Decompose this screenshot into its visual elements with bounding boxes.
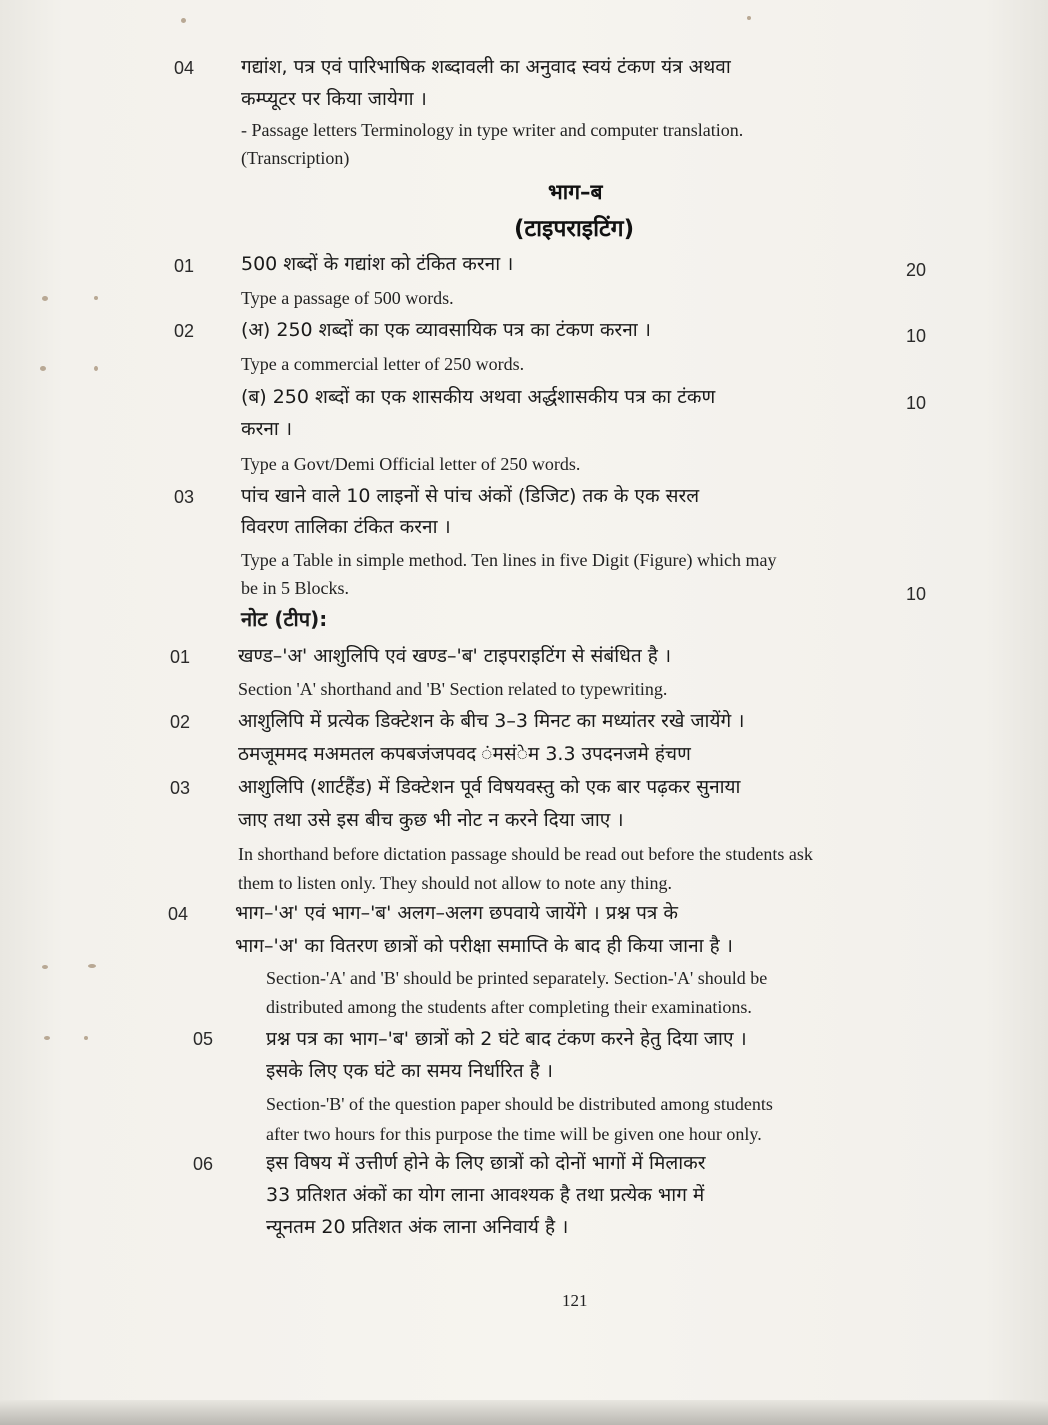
paper-speck — [747, 16, 751, 20]
english-line: Section-'A' and 'B' should be printed separately. Section-'A' should be — [266, 968, 768, 988]
hindi-line: गद्यांश, पत्र एवं पारिभाषिक शब्दावली का अनुवाद स्वयं टंकण यंत्र अथवा — [241, 56, 731, 78]
part-b-subtitle: (टाइपराइटिंग) — [514, 216, 635, 242]
english-line: Type a passage of 500 words. — [241, 288, 454, 308]
marks: 10 — [906, 393, 927, 413]
english-line: - Passage letters Terminology in type writer and computer translation. — [241, 120, 744, 140]
hindi-line: पांच खाने वाले 10 लाइनों से पांच अंकों (डिजिट) तक के एक सरल — [241, 485, 700, 507]
hindi-line: भाग–'अ' का वितरण छात्रों को परीक्षा समाप्ति के बाद ही किया जाना है । — [235, 935, 733, 957]
paper-speck — [42, 296, 48, 301]
english-line: (Transcription) — [241, 148, 350, 168]
note-number: 06 — [193, 1154, 214, 1174]
hindi-line: 33 प्रतिशत अंकों का योग लाना आवश्यक है तथा प्रत्येक भाग में — [266, 1184, 705, 1206]
note-number: 05 — [193, 1029, 214, 1049]
marks: 10 — [906, 326, 927, 346]
hindi-line: खण्ड–'अ' आशुलिपि एवं खण्ड–'ब' टाइपराइटिंग से संबंधित है । — [238, 645, 672, 667]
english-line: Type a commercial letter of 250 words. — [241, 354, 525, 374]
paper-speck — [88, 964, 96, 968]
paper-speck — [44, 1036, 50, 1040]
note-heading: नोट (टीप): — [241, 607, 328, 631]
hindi-line: (अ) 250 शब्दों का एक व्यावसायिक पत्र का टंकण करना । — [241, 319, 651, 341]
note-number: 03 — [170, 778, 191, 798]
hindi-line: इसके लिए एक घंटे का समय निर्धारित है । — [266, 1060, 553, 1082]
hindi-line: विवरण तालिका टंकित करना । — [241, 516, 451, 538]
hindi-line: करना । — [241, 418, 293, 440]
part-b-title: भाग–ब — [548, 180, 603, 204]
hindi-line: जाए तथा उसे इस बीच कुछ भी नोट न करने दिया जाए । — [238, 809, 624, 831]
page-number: 121 — [562, 1291, 588, 1310]
english-line: them to listen only. They should not allow to note any thing. — [238, 873, 672, 893]
hindi-line: कम्प्यूटर पर किया जायेगा । — [241, 88, 427, 110]
english-line: Type a Govt/Demi Official letter of 250 words. — [241, 454, 581, 474]
english-line: be in 5 Blocks. — [241, 578, 349, 598]
item-number: 03 — [174, 487, 195, 507]
paper-speck — [94, 296, 98, 300]
hindi-line: 500 शब्दों के गद्यांश को टंकित करना । — [241, 253, 514, 275]
page-bottom-edge — [0, 1400, 1048, 1425]
hindi-line: न्यूनतम 20 प्रतिशत अंक लाना अनिवार्य है । — [266, 1216, 569, 1238]
item-number: 02 — [174, 321, 195, 341]
item-number: 01 — [174, 256, 195, 276]
hindi-line: आशुलिपि (शार्टहैंड) में डिक्टेशन पूर्व विषयवस्तु को एक बार पढ़कर सुनाया — [238, 776, 741, 798]
note-number: 04 — [168, 904, 189, 924]
hindi-line: (ब) 250 शब्दों का एक शासकीय अथवा अर्द्धशासकीय पत्र का टंकण — [241, 386, 716, 408]
english-line: after two hours for this purpose the time will be given one hour only. — [266, 1124, 762, 1144]
item-number: 04 — [174, 58, 195, 78]
hindi-line: आशुलिपि में प्रत्येक डिक्टेशन के बीच 3–3 मिनट का मध्यांतर रखे जायेंगे । — [238, 710, 745, 732]
note-number: 02 — [170, 712, 191, 732]
hindi-line: भाग–'अ' एवं भाग–'ब' अलग–अलग छपवाये जायेंगे । प्रश्न पत्र के — [235, 902, 678, 924]
note-number: 01 — [170, 647, 191, 667]
hindi-line: इस विषय में उत्तीर्ण होने के लिए छात्रों को दोनों भागों में मिलाकर — [266, 1152, 706, 1174]
paper-speck — [181, 18, 186, 23]
english-line: distributed among the students after completing their examinations. — [266, 997, 752, 1017]
marks: 10 — [906, 584, 927, 604]
paper-speck — [94, 366, 98, 371]
paper-speck — [40, 366, 46, 371]
hindi-line: प्रश्न पत्र का भाग–'ब' छात्रों को 2 घंटे बाद टंकण करने हेतु दिया जाए । — [266, 1028, 747, 1050]
english-line: In shorthand before dictation passage should be read out before the students ask — [238, 844, 813, 864]
english-line: Section 'A' shorthand and 'B' Section related to typewriting. — [238, 679, 668, 699]
marks: 20 — [906, 260, 927, 280]
english-line: Type a Table in simple method. Ten lines in five Digit (Figure) which may — [241, 550, 777, 570]
paper-speck — [84, 1036, 88, 1040]
english-line: Section-'B' of the question paper should be distributed among students — [266, 1094, 773, 1114]
paper-speck — [42, 965, 48, 969]
hindi-line: ठमजूममद मअमतल कपबजंजपवद ंमसंेम 3.3 उपदनजमे हंचण — [238, 743, 691, 765]
